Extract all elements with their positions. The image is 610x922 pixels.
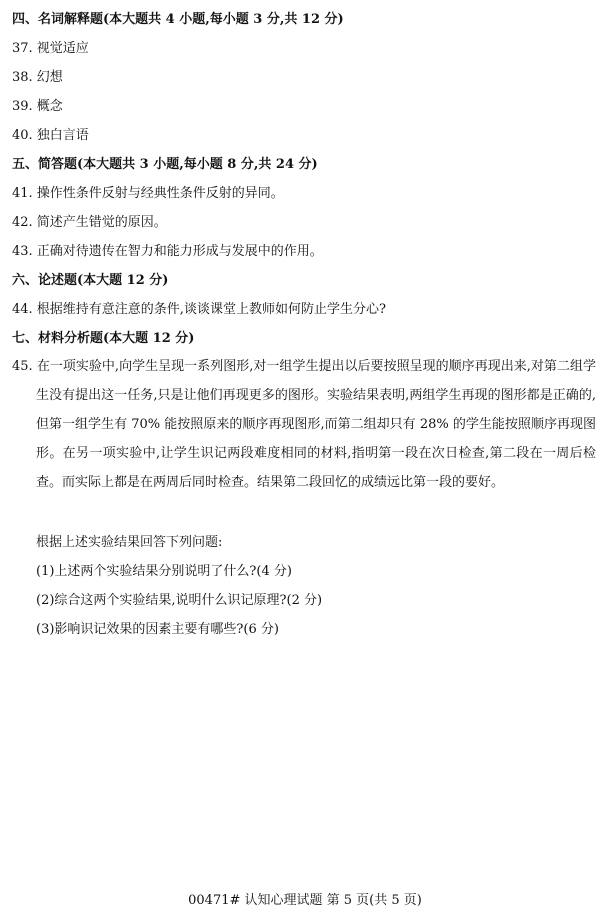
section-5-heading: 五、简答题(本大题共 3 小题,每小题 8 分,共 24 分) [12, 157, 318, 172]
section-6-heading: 六、论述题(本大题 12 分) [12, 273, 169, 288]
question-42: 42. 简述产生错觉的原因。 [12, 215, 167, 230]
question-37: 37. 视觉适应 [12, 41, 89, 56]
question-40: 40. 独白言语 [12, 128, 89, 143]
question-45-prompt: 根据上述实验结果回答下列问题: [36, 535, 223, 550]
question-38: 38. 幻想 [12, 70, 63, 85]
page-footer: 00471# 认知心理试题 第 5 页(共 5 页) [188, 893, 422, 908]
question-45-sub-1: (1)上述两个实验结果分别说明了什么?(4 分) [36, 564, 292, 579]
question-45-text: 45. 在一项实验中,向学生呈现一系列图形,对一组学生提出以后要按照呈现的顺序再现出来,对第二组学生没有提出这一任务,只是让他们再现更多的图形。实验结果表明,两组学生再现的图形都是正确的,但第一组学生有 70% 能按照原来的顺序再现图形,而第二组却只有 28% 的学生能按照顺序再现图形。在另一项实验中,让学生识记两段难度相同的材料,指明第一段在次日检查,第二段在一周后检查。而实际上都是在两周后同时检查。结果第二段回忆的成绩远比第一段的要好。 [12, 359, 596, 490]
section-4-heading: 四、名词解释题(本大题共 4 小题,每小题 3 分,共 12 分) [12, 12, 344, 27]
question-39: 39. 概念 [12, 99, 63, 114]
section-7-heading: 七、材料分析题(本大题 12 分) [12, 331, 195, 346]
question-45-sub-2: (2)综合这两个实验结果,说明什么识记原理?(2 分) [36, 593, 323, 608]
question-41: 41. 操作性条件反射与经典性条件反射的异同。 [12, 186, 284, 201]
question-44: 44. 根据维持有意注意的条件,谈谈课堂上教师如何防止学生分心? [12, 302, 386, 317]
question-45-material [12, 352, 596, 497]
question-45-sub-3: (3)影响识记效果的因素主要有哪些?(6 分) [36, 622, 279, 637]
question-43: 43. 正确对待遗传在智力和能力形成与发展中的作用。 [12, 244, 323, 259]
